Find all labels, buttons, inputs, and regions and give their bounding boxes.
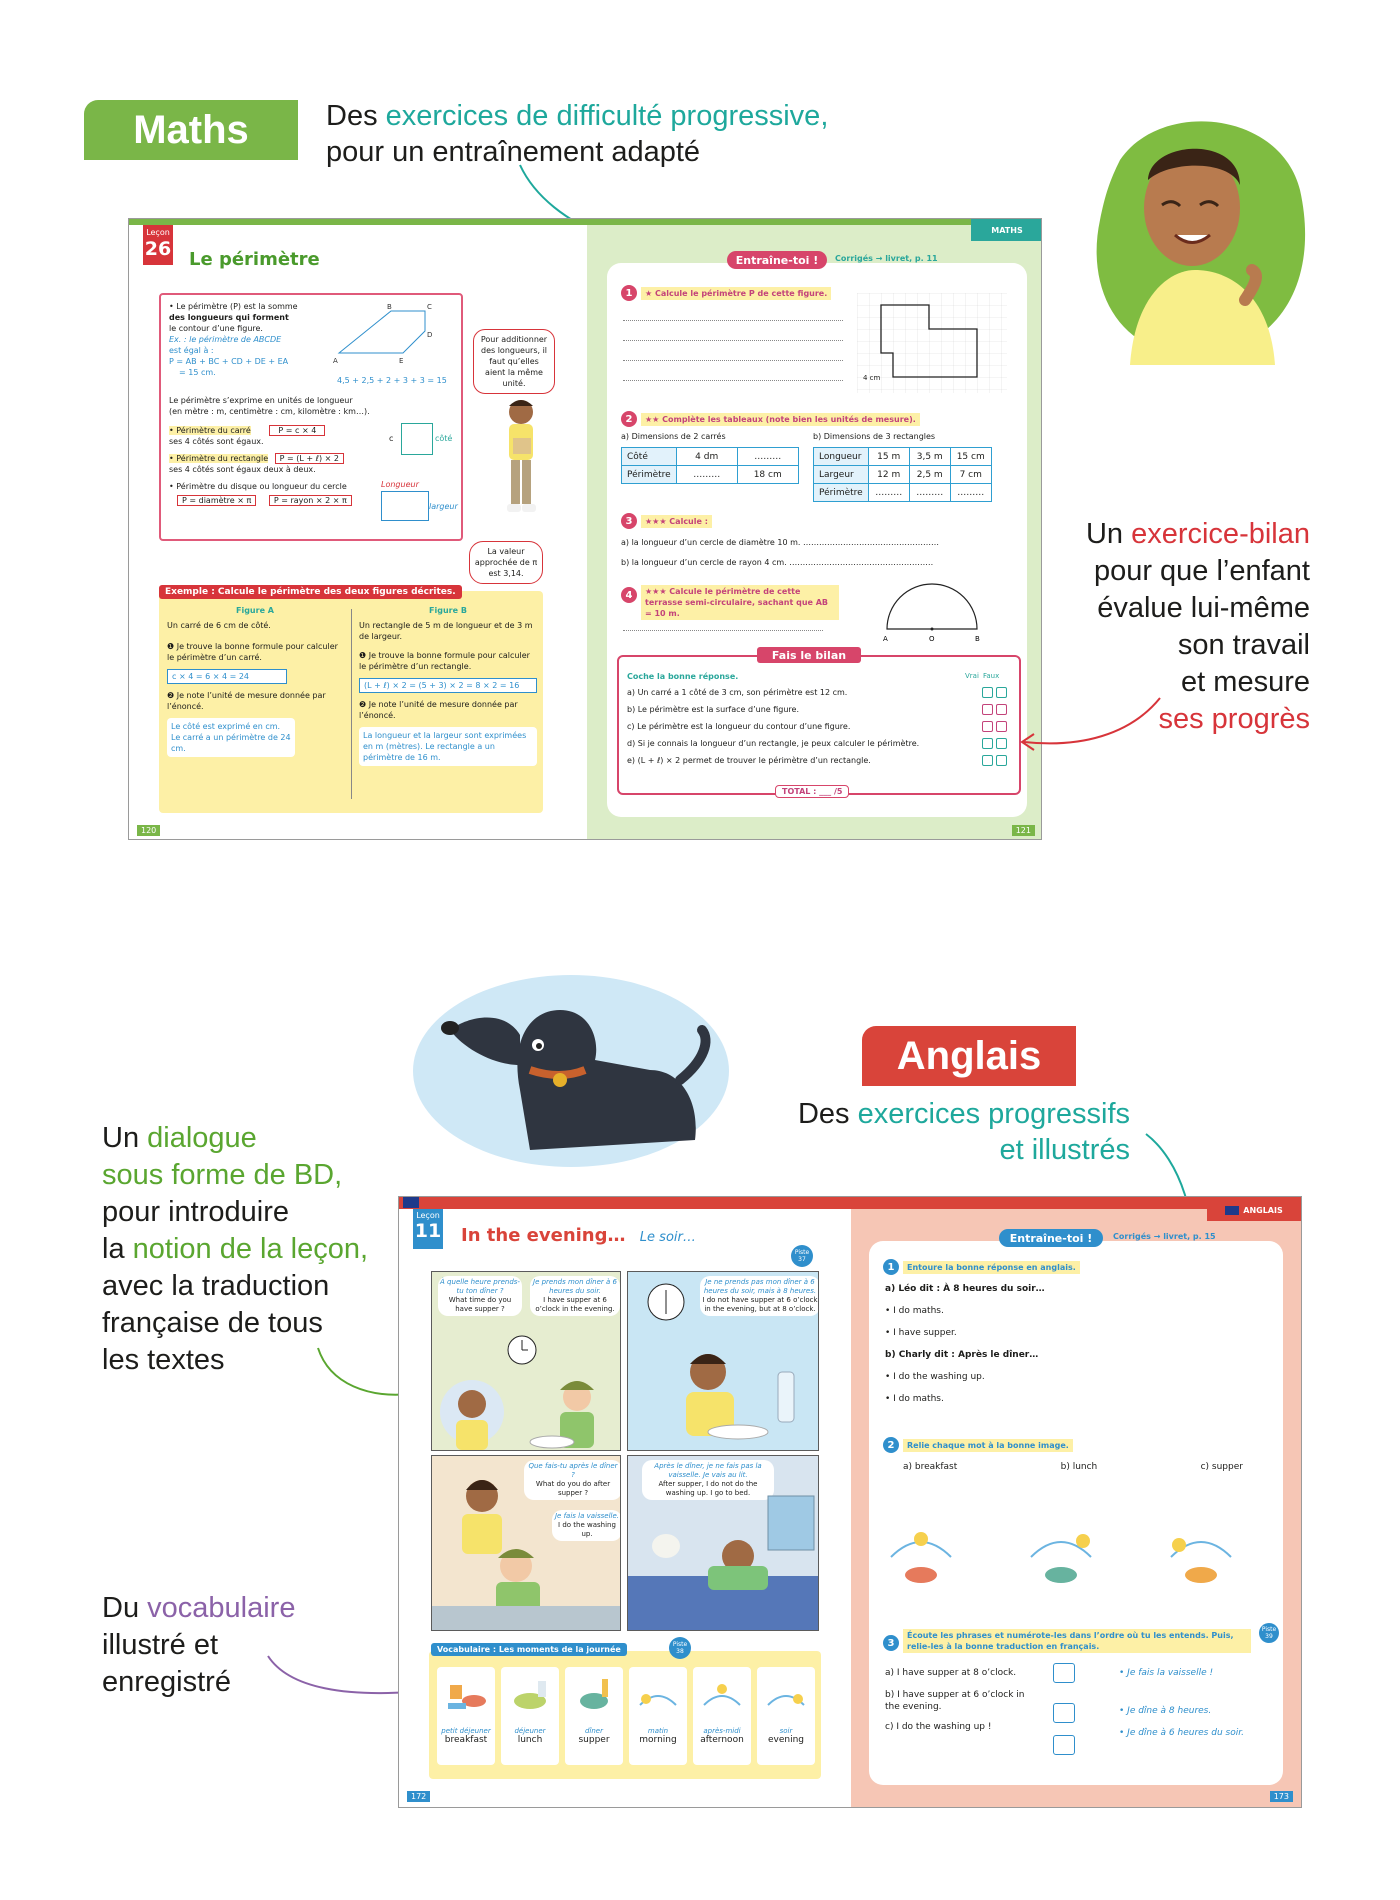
vocab-en: lunch	[517, 1735, 543, 1745]
maths-left-page	[129, 219, 587, 839]
bubble-fr: Je fais la vaisselle.	[554, 1512, 620, 1520]
table-cell: ………	[950, 484, 991, 502]
figA-desc: Un carré de 6 cm de côté.	[167, 621, 271, 630]
answer-option[interactable]: • I do the washing up.	[885, 1372, 985, 1382]
table-cell: 2,5 m	[909, 466, 950, 484]
svg-text:A: A	[883, 635, 888, 643]
vrai-checkbox[interactable]	[982, 738, 993, 749]
meal-images	[881, 1517, 1261, 1597]
ex2-label: ★★ Complète les tableaux (note bien les unités de mesure).	[641, 413, 920, 426]
bilan-item: b) Le périmètre est la surface d’une figure.	[627, 705, 800, 714]
meal-image	[891, 1532, 951, 1583]
vocab-card	[629, 1667, 687, 1765]
bubble-en: After supper, I do not do the washing up. I go to bed.	[658, 1480, 758, 1497]
ex1-badge: 1	[883, 1259, 899, 1275]
bubble-fr: Je prends mon dîner à 6 heures du soir.	[533, 1278, 617, 1295]
vocab-card	[437, 1667, 495, 1765]
formula-disk-1: P = diamètre × π	[177, 495, 256, 506]
corriges-ref: Corrigés → livret, p. 11	[835, 254, 938, 263]
vocab-en: morning	[639, 1735, 677, 1745]
bilan-annot-highlight: exercice-bilan	[1131, 518, 1310, 550]
bubble-en: I have supper at 6 o’clock in the evening.	[535, 1296, 615, 1313]
example-box	[159, 587, 543, 813]
def-line: P = AB + BC + CD + DE + EA	[169, 357, 289, 366]
vocab-en: afternoon	[700, 1735, 744, 1745]
square-figure	[401, 423, 433, 455]
vocab-en: supper	[578, 1735, 610, 1745]
anglais-intro-highlight: et illustrés	[999, 1134, 1130, 1166]
shape-sum: 4,5 + 2,5 + 2 + 3 + 3 = 15	[337, 376, 447, 385]
figB-calc: (L + ℓ) × 2 = (5 + 3) × 2 = 8 × 2 = 16	[359, 678, 537, 693]
match-word[interactable]: b) lunch	[1060, 1462, 1098, 1472]
table-cell: 4 dm	[676, 448, 737, 466]
comic-panel-3	[431, 1455, 621, 1631]
uk-flag-icon	[403, 1197, 419, 1208]
def-line: est égal à :	[169, 346, 214, 355]
ex3-sentence: c) I do the washing up !	[885, 1722, 992, 1732]
bilan-item: a) Un carré a 1 côté de 3 cm, son périmètre est 12 cm.	[627, 688, 848, 697]
ex2-badge: 2	[883, 1437, 899, 1453]
entraine-toi-label: Entraîne-toi !	[735, 253, 819, 267]
bubble-fr: Après le dîner, je ne fais pas la vaisselle. Je vais au lit.	[654, 1462, 762, 1479]
lesson-word: Leçon	[416, 1211, 440, 1220]
anglais-tab	[862, 1026, 1076, 1086]
table-cell: 18 cm	[737, 466, 798, 484]
bd-annot-line: pour introduire	[102, 1196, 289, 1228]
def-line: le contour d’une figure.	[169, 324, 263, 333]
number-box[interactable]	[1053, 1735, 1075, 1755]
figA-step1: ❶ Je trouve la bonne formule pour calculer le périmètre d’un carré.	[167, 642, 338, 662]
def-line: = 15 cm.	[179, 368, 216, 377]
bubble-fr: Je ne prends pas mon dîner à 6 heures du soir, mais à 8 heures.	[703, 1278, 817, 1295]
def-line: • Périmètre du carré	[169, 426, 251, 435]
page-number-121: 121	[1012, 825, 1035, 836]
table-cell: 15 m	[868, 448, 909, 466]
anglais-intro-highlight: exercices progressifs	[857, 1098, 1130, 1130]
ex3-en-list	[885, 1667, 1035, 1733]
piste-label: Piste 37	[794, 1249, 810, 1263]
vrai-checkbox[interactable]	[982, 755, 993, 766]
formula-disk-2: P = rayon × 2 × π	[269, 495, 352, 506]
def-line: des longueurs qui forment	[169, 313, 289, 322]
vocab-card	[501, 1667, 559, 1765]
vocab-fr: dîner	[584, 1727, 603, 1735]
rect-label-longueur: Longueur	[381, 480, 419, 489]
ex3-translation[interactable]: • Je dîne à 6 heures du soir.	[1119, 1728, 1244, 1738]
maths-intro-highlight: exercices de difficulté progressive,	[385, 100, 829, 132]
ex2a-label: a) Dimensions de 2 carrés	[621, 432, 726, 441]
number-box[interactable]	[1053, 1663, 1075, 1683]
vrai-checkbox[interactable]	[982, 704, 993, 715]
entraine-toi-pill	[999, 1229, 1103, 1247]
maths-spread	[128, 218, 1042, 840]
ex2-words	[903, 1461, 1243, 1473]
audio-piste-39[interactable]	[1259, 1623, 1279, 1643]
ex4-badge: 4	[621, 587, 637, 603]
comic-panel-2	[627, 1271, 819, 1451]
entraine-toi-label: Entraîne-toi !	[1009, 1231, 1093, 1245]
svg-text:B: B	[975, 635, 980, 643]
piste-label: Piste 38	[672, 1641, 688, 1655]
vocab-fr: déjeuner	[514, 1727, 546, 1735]
bilan-item: c) Le périmètre est la longueur du contour d’une figure.	[627, 722, 851, 731]
faux-checkbox[interactable]	[996, 721, 1007, 732]
answer-option[interactable]: • I do maths.	[885, 1394, 944, 1404]
meal-image	[1171, 1538, 1231, 1583]
table-cell: Périmètre	[814, 484, 869, 502]
answer-option[interactable]: • I have supper.	[885, 1328, 957, 1338]
ex4-semicircle	[877, 579, 987, 643]
vocab-card	[757, 1667, 815, 1765]
table-cell: 15 cm	[950, 448, 991, 466]
table-cell: Largeur	[814, 466, 869, 484]
formula-square: P = c × 4	[269, 425, 325, 436]
vocab-arrow	[260, 1650, 420, 1710]
table-cell: 3,5 m	[909, 448, 950, 466]
table-cell: 12 m	[868, 466, 909, 484]
vocab-card	[693, 1667, 751, 1765]
bilan-annot-line: évalue lui-même	[1097, 592, 1310, 624]
bilan-title-label: Fais le bilan	[771, 648, 847, 662]
bd-annot-plain: Un	[102, 1122, 148, 1154]
vocab-fr: petit déjeuner	[441, 1727, 491, 1735]
bd-annot-line: avec la traduction	[102, 1270, 330, 1302]
example-header: Exemple : Calcule le périmètre des deux figures décrites.	[159, 585, 462, 599]
bd-annot-line: française de tous	[102, 1307, 323, 1339]
dog-illustration	[410, 970, 732, 1172]
def-line: Ex. : le périmètre de ABCDE	[169, 335, 282, 344]
bilan-annot-plain: Un	[1085, 518, 1132, 550]
bilan-instruction: Coche la bonne réponse.	[627, 672, 739, 681]
figB-desc: Un rectangle de 5 m de longueur et de 3 m de largeur.	[359, 621, 533, 641]
uk-flag-icon	[1225, 1206, 1239, 1215]
vrai-label: Vrai	[965, 672, 979, 680]
figB-step1: ❶ Je trouve la bonne formule pour calculer le périmètre d’un rectangle.	[359, 651, 530, 671]
formula-rectangle: P = (L + ℓ) × 2	[275, 453, 344, 464]
page-number-120: 120	[137, 825, 160, 836]
table-cell: ………	[737, 448, 798, 466]
table-cell: Longueur	[814, 448, 869, 466]
svg-text:D: D	[427, 331, 433, 339]
lesson-title: Le périmètre	[189, 249, 320, 270]
figA-step2: ❷ Je note l’unité de mesure donnée par l’énoncé.	[167, 691, 326, 711]
def-line: ses 4 côtés sont égaux.	[169, 437, 264, 446]
table-cell: Périmètre	[622, 466, 677, 484]
vocab-card	[565, 1667, 623, 1765]
lesson-number: 11	[414, 1220, 442, 1242]
vocab-en: evening	[767, 1735, 805, 1745]
comic-panel-4	[627, 1455, 819, 1631]
bilan-title	[757, 647, 861, 663]
bilan-item: d) Si je connais la longueur d’un rectangle, je peux calculer le périmètre.	[627, 739, 920, 748]
bubble-en: I do the washing up.	[558, 1521, 616, 1538]
bilan-arrow	[1010, 690, 1170, 760]
maths-tab-label: Maths	[133, 107, 249, 152]
bilan-annot-line: et mesure	[1181, 666, 1310, 698]
table-cell: ………	[909, 484, 950, 502]
ex3-fr-list	[1119, 1667, 1259, 1739]
ex2-label: Relie chaque mot à la bonne image.	[903, 1439, 1073, 1452]
maths-intro-line2: pour un entraînement adapté	[326, 136, 701, 168]
maths-tab	[84, 100, 298, 160]
def-line: • Périmètre du disque ou longueur du cercle	[169, 482, 347, 491]
bubble-fr: Que fais-tu après le dîner ?	[528, 1462, 618, 1479]
figB-result: La longueur et la largeur sont exprimées en m (mètres). Le rectangle a un périmètre de 16 m.	[359, 727, 537, 766]
bilan-items	[627, 687, 1007, 772]
rectangle-figure	[381, 491, 429, 521]
anglais-intro	[790, 1096, 1130, 1168]
ex4-label: ★★★ Calcule le périmètre de cette terrasse semi-circulaire, sachant que AB = 10 m.	[641, 585, 839, 620]
anglais-intro-plain: Des	[797, 1098, 858, 1130]
svg-text:E: E	[399, 357, 404, 365]
number-box[interactable]	[1053, 1703, 1075, 1723]
vocab-fr: matin	[647, 1727, 669, 1735]
figA-title: Figure A	[236, 606, 274, 615]
anglais-right-page	[851, 1197, 1301, 1807]
maths-corner-tab: MATHS	[971, 219, 1042, 241]
answer-option[interactable]: • I do maths.	[885, 1306, 944, 1316]
ex3-badge: 3	[883, 1635, 899, 1651]
table-cell: 7 cm	[950, 466, 991, 484]
ex3-number-boxes	[1053, 1663, 1075, 1755]
ex3b: b) la longueur d’un cercle de rayon 4 cm. ………………………………………………	[621, 558, 934, 567]
bilan-item: e) (L + ℓ) × 2 permet de trouver le périmètre d’un rectangle.	[627, 756, 871, 765]
anglais-left-page	[399, 1197, 851, 1807]
svg-text:B: B	[387, 303, 392, 311]
maths-intro-plain: Des	[326, 100, 386, 132]
faux-checkbox[interactable]	[996, 738, 1007, 749]
table-squares	[621, 447, 799, 484]
bilan-total: TOTAL : ___ /5	[775, 785, 849, 798]
bd-annot-highlight: dialogue	[147, 1122, 257, 1154]
bilan-annot-line: pour que l’enfant	[1093, 555, 1310, 587]
definition-box	[159, 293, 463, 541]
bilan-annot-line: son travail	[1177, 629, 1310, 661]
vrai-checkbox[interactable]	[982, 687, 993, 698]
page-number-172: 172	[407, 1791, 430, 1802]
vocab-annot-plain: Du	[102, 1592, 148, 1624]
table-cell: Côté	[622, 448, 677, 466]
vrai-checkbox[interactable]	[982, 721, 993, 732]
anglais-corner-label: ANGLAIS	[1243, 1205, 1283, 1215]
entraine-toi-pill	[727, 251, 827, 269]
lesson-title	[461, 1225, 696, 1246]
figA-result: Le côté est exprimé en cm. Le carré a un périmètre de 24 cm.	[167, 718, 295, 757]
lesson-subtitle-fr: Le soir…	[639, 1230, 696, 1245]
ex1-label: ★ Calcule le périmètre P de cette figure.	[641, 287, 831, 300]
lesson-word: Leçon	[146, 228, 170, 237]
table-cell: ………	[676, 466, 737, 484]
svg-text:C: C	[427, 303, 432, 311]
lesson-badge	[413, 1209, 443, 1249]
ex2-badge: 2	[621, 411, 637, 427]
ex3-translation[interactable]: • Je fais la vaisselle !	[1119, 1668, 1214, 1678]
lesson-number: 26	[144, 238, 172, 260]
square-label-cote: côté	[435, 434, 453, 443]
bubble-fr: À quelle heure prends-tu ton dîner ?	[440, 1278, 520, 1295]
ex3-sentence: b) I have supper at 6 o’clock in the evening.	[885, 1690, 1025, 1712]
faux-checkbox[interactable]	[996, 687, 1007, 698]
faux-checkbox[interactable]	[996, 755, 1007, 766]
meal-image	[1031, 1534, 1091, 1583]
match-word[interactable]: a) breakfast	[903, 1462, 958, 1472]
vocab-fr: soir	[779, 1727, 793, 1735]
svg-text:A: A	[333, 357, 338, 365]
ex1-content	[885, 1283, 1045, 1405]
ex3-badge: 3	[621, 513, 637, 529]
ex3-translation[interactable]: • Je dîne à 8 heures.	[1119, 1706, 1212, 1716]
corriges-ref: Corrigés → livret, p. 15	[1113, 1232, 1216, 1241]
svg-text:O: O	[929, 635, 935, 643]
vocab-en: breakfast	[444, 1735, 488, 1745]
bd-annot-plain: la	[102, 1233, 133, 1265]
bilan-annot-highlight: ses progrès	[1158, 703, 1310, 735]
lesson-title-en: In the evening…	[461, 1225, 626, 1246]
lesson-badge	[143, 225, 173, 265]
figB-title: Figure B	[429, 606, 467, 615]
ex3-label: ★★★ Calcule :	[641, 515, 712, 528]
rect-label-largeur: largeur	[429, 502, 458, 511]
vocab-header: Vocabulaire : Les moments de la journée	[431, 1643, 627, 1656]
def-line: ses 4 côtés sont égaux deux à deux.	[169, 465, 316, 474]
audio-piste-37[interactable]	[791, 1245, 813, 1267]
ex1-scale: 4 cm	[863, 374, 881, 382]
bd-annot-line: les textes	[102, 1344, 225, 1376]
ex3-sentence: a) I have supper at 8 o’clock.	[885, 1668, 1017, 1678]
def-line: Le périmètre s’exprime en unités de longueur	[169, 396, 353, 405]
bubble-units: Pour additionner des longueurs, il faut qu’elles aient la même unité.	[473, 329, 555, 394]
audio-piste-38[interactable]	[669, 1637, 691, 1659]
small-boy-illustration	[491, 394, 551, 524]
bubble-en: I do not have supper at 6 o’clock in the evening, but at 8 o’clock.	[702, 1296, 818, 1313]
bubble-en: What do you do after supper ?	[535, 1480, 611, 1497]
anglais-corner-tab	[1207, 1199, 1301, 1221]
vocab-annot-highlight: vocabulaire	[147, 1592, 296, 1624]
match-word[interactable]: c) supper	[1200, 1462, 1243, 1472]
figB-step2: ❷ Je note l’unité de mesure donnée par l’énoncé.	[359, 700, 518, 720]
bd-annot-highlight: sous forme de BD,	[102, 1159, 343, 1191]
anglais-spread	[398, 1196, 1302, 1808]
bubble-en: What time do you have supper ?	[448, 1296, 512, 1313]
table-cell: ………	[868, 484, 909, 502]
def-line: • Le périmètre (P) est la somme	[169, 302, 298, 311]
bubble-pi: La valeur approchée de π est 3,14.	[469, 541, 543, 584]
piste-label: Piste 39	[1261, 1626, 1277, 1640]
faux-checkbox[interactable]	[996, 704, 1007, 715]
table-rectangles	[813, 447, 992, 502]
figA-calc: c × 4 = 6 × 4 = 24	[167, 669, 287, 684]
ex1-badge: 1	[621, 285, 637, 301]
vocab-fr: après-midi	[703, 1727, 741, 1735]
faux-label: Faux	[983, 672, 1000, 680]
boy-illustration	[1080, 100, 1316, 365]
ex1a: a) Léo dit : À 8 heures du soir…	[885, 1284, 1045, 1294]
bd-annot-highlight: notion de la leçon,	[132, 1233, 369, 1265]
polygon-abcde	[331, 301, 457, 373]
square-label-c: c	[389, 434, 394, 443]
ex1-label: Entoure la bonne réponse en anglais.	[903, 1261, 1080, 1274]
page-number-173: 173	[1270, 1791, 1293, 1802]
maths-right-page	[587, 219, 1042, 839]
ex3a: a) la longueur d’un cercle de diamètre 10 m. ……………………………………………	[621, 538, 939, 547]
def-line: • Périmètre du rectangle	[169, 454, 269, 463]
ex1b: b) Charly dit : Après le dîner…	[885, 1350, 1039, 1360]
vocab-cards	[437, 1667, 817, 1765]
vocab-annot-line: enregistré	[102, 1666, 231, 1698]
comic-panel-1	[431, 1271, 621, 1451]
vocab-annot-line: illustré et	[102, 1629, 219, 1661]
ex3-label: Écoute les phrases et numérote-les dans l’ordre où tu les entends. Puis, relie-les à la bonne traduction en français.	[903, 1629, 1251, 1653]
anglais-tab-label: Anglais	[896, 1033, 1042, 1078]
def-line: (en mètre : m, centimètre : cm, kilomètre : km…).	[169, 407, 370, 416]
ex2b-label: b) Dimensions de 3 rectangles	[813, 432, 936, 441]
